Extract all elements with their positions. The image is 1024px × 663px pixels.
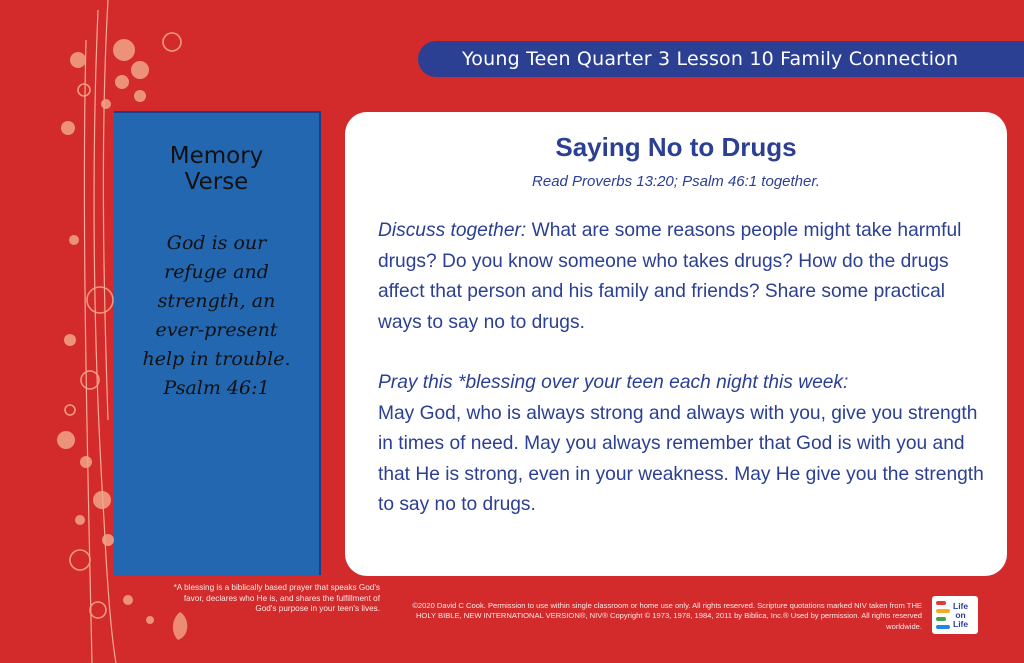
discuss-paragraph [378, 216, 990, 338]
logo-text-line2: on [955, 609, 966, 620]
lesson-title: Saying No to Drugs [555, 132, 797, 162]
lesson-card [345, 112, 1007, 576]
pray-lead: Pray this *blessing over your teen each night this week: [378, 372, 849, 393]
memory-verse-title [114, 143, 319, 195]
logo-text [953, 602, 968, 629]
memory-verse-panel [114, 111, 321, 575]
lesson-banner [418, 41, 1024, 77]
pray-paragraph [378, 368, 990, 521]
memory-verse-text: God is our refuge and strength, an ever-present help in trouble. [142, 232, 291, 370]
copyright-notice: ©2020 David C Cook. Permission to use within single classroom or home use only. All rights reserved. Scripture quotations marked NIV taken from THE HOLY BIBLE, NEW INTERNATIONAL VERSION®, NIV® Copyright © 1973, 1978, 1984, 2011 by Biblica, Inc.® Used by permission. All rights reserved worldwide. [412, 601, 922, 631]
discuss-text: What are some reasons people might take harmful drugs? Do you know someone who takes drugs? How do the drugs affect that person and his family and friends? Share some practical ways to say no to drugs. [378, 220, 962, 333]
lesson-subtitle: Read Proverbs 13:20; Psalm 46:1 together. [532, 173, 820, 190]
lesson-body [378, 216, 990, 551]
banner-title: Young Teen Quarter 3 Lesson 10 Family Connection [462, 48, 959, 70]
blessing-footnote: *A blessing is a biblically based prayer that speaks God's favor, declares who He is, and shares the fulfillment of God's purpose in your teen's lives. [173, 583, 380, 613]
pray-text: May God, who is always strong and always with you, give you strength in times of need. May you always remember that God is with you and that He is strong, even in your weakness. May He give you the strength to say no to drugs. [378, 402, 984, 515]
memory-verse-title-line2: Verse [184, 169, 249, 195]
memory-verse-title-line1: Memory [169, 143, 264, 169]
logo-text-line1: Life [953, 600, 969, 611]
logo-mark-icon [936, 601, 950, 629]
logo-text-line3: Life [953, 618, 969, 629]
discuss-lead: Discuss together: [378, 220, 527, 241]
memory-verse-reference: Psalm 46:1 [163, 377, 270, 399]
life-on-life-logo [932, 596, 978, 634]
